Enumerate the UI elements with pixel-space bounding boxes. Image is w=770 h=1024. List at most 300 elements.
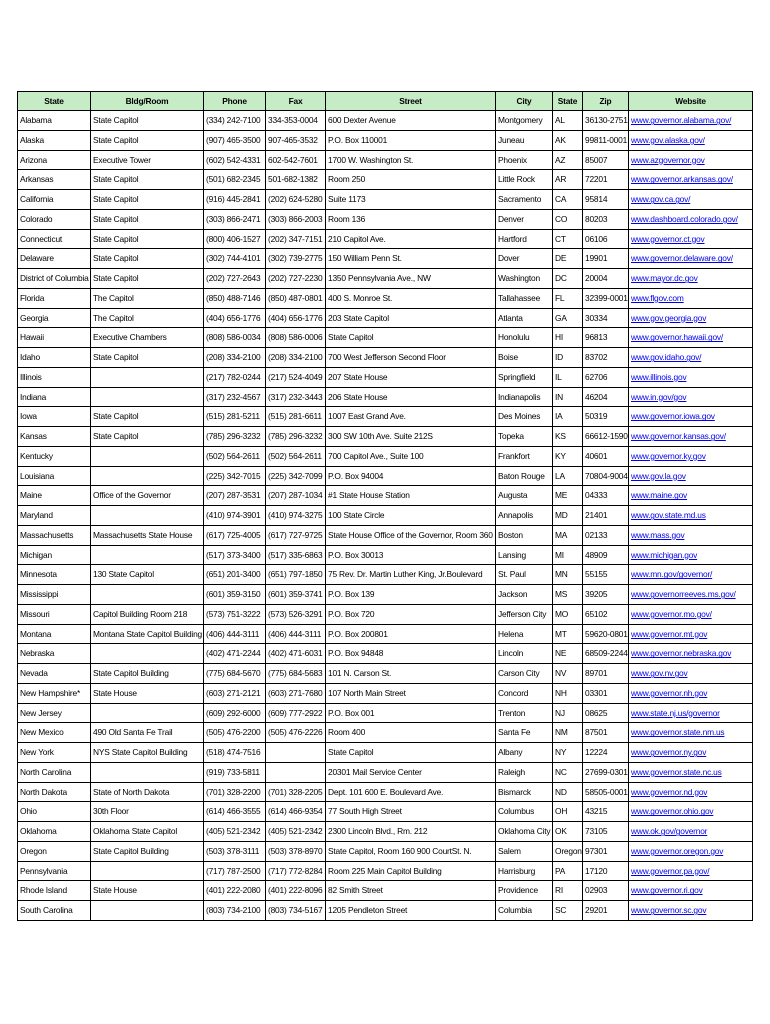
cell-bldg-room: State Capitol (91, 348, 204, 368)
cell-fax: (701) 328-2205 (266, 782, 326, 802)
cell-state-abbr: ID (553, 348, 583, 368)
cell-state-name: Pennsylvania (18, 861, 91, 881)
cell-phone: (907) 465-3500 (204, 130, 266, 150)
cell-website (629, 170, 753, 190)
table-row (18, 229, 753, 249)
cell-city: Harrisburg (496, 861, 553, 881)
cell-fax: (503) 378-8970 (266, 841, 326, 861)
cell-street: 1007 East Grand Ave. (326, 407, 496, 427)
website-link[interactable]: www.azgovernor.gov (631, 154, 705, 165)
table-row (18, 565, 753, 585)
cell-zip: 02903 (583, 881, 629, 901)
website-link[interactable]: www.governor.ri.gov (631, 885, 703, 896)
website-link[interactable]: www.maine.gov (631, 490, 688, 501)
cell-street: P.O. Box 110001 (326, 130, 496, 150)
cell-bldg-room (91, 861, 204, 881)
cell-phone: (401) 222-2080 (204, 881, 266, 901)
cell-street: State House Office of the Governor, Room 360 (326, 525, 496, 545)
cell-street: P.O. Box 001 (326, 703, 496, 723)
cell-city: Helena (496, 624, 553, 644)
cell-city: Indianapolis (496, 387, 553, 407)
cell-phone: (317) 232-4567 (204, 387, 266, 407)
website-link[interactable]: www.governor.sc.gov (631, 905, 707, 916)
cell-fax: (808) 586-0006 (266, 328, 326, 348)
table-row (18, 506, 753, 526)
cell-website (629, 901, 753, 921)
cell-city: Boise (496, 348, 553, 368)
cell-phone: (603) 271-2121 (204, 683, 266, 703)
cell-fax: (207) 287-1034 (266, 486, 326, 506)
website-link[interactable]: www.governor.state.nm.us (631, 727, 725, 738)
table-row (18, 762, 753, 782)
cell-phone: (785) 296-3232 (204, 427, 266, 447)
cell-city: Trenton (496, 703, 553, 723)
cell-website (629, 703, 753, 723)
cell-city: Jefferson City (496, 604, 553, 624)
cell-city: Frankfort (496, 446, 553, 466)
cell-state-name: South Carolina (18, 901, 91, 921)
table-row (18, 901, 753, 921)
website-link[interactable]: www.governor.hawaii.gov/ (631, 332, 724, 343)
cell-zip: 04333 (583, 486, 629, 506)
cell-fax: (303) 866-2003 (266, 209, 326, 229)
cell-zip: 40601 (583, 446, 629, 466)
cell-website (629, 683, 753, 703)
website-link[interactable]: www.governor.ky.gov (631, 450, 706, 461)
cell-phone: (701) 328-2200 (204, 782, 266, 802)
cell-bldg-room: NYS State Capitol Building (91, 743, 204, 763)
cell-fax: (410) 974-3275 (266, 506, 326, 526)
cell-city: Providence (496, 881, 553, 901)
website-link[interactable]: www.governor.iowa.gov (631, 411, 715, 422)
website-link[interactable]: www.governor.kansas.gov/ (631, 431, 726, 442)
cell-state-name: Missouri (18, 604, 91, 624)
header-city: City (496, 92, 553, 111)
website-link[interactable]: www.michigan.gov (631, 549, 698, 560)
cell-street: Room 136 (326, 209, 496, 229)
cell-phone: (404) 656-1776 (204, 308, 266, 328)
cell-fax: (603) 271-7680 (266, 683, 326, 703)
table-row (18, 841, 753, 861)
cell-state-name: Florida (18, 288, 91, 308)
cell-state-name: District of Columbia (18, 269, 91, 289)
cell-street: 206 State House (326, 387, 496, 407)
table-row (18, 348, 753, 368)
cell-website (629, 822, 753, 842)
website-link[interactable]: www.in.gov/gov (631, 391, 687, 402)
cell-state-abbr: MN (553, 565, 583, 585)
website-link[interactable]: www.gov.state.md.us (631, 510, 706, 521)
header-website: Website (629, 92, 753, 111)
cell-website (629, 427, 753, 447)
cell-bldg-room: Executive Tower (91, 150, 204, 170)
cell-state-name: Arizona (18, 150, 91, 170)
cell-street: 1205 Pendleton Street (326, 901, 496, 921)
cell-fax: (202) 347-7151 (266, 229, 326, 249)
cell-state-abbr: MA (553, 525, 583, 545)
header-bldg-room: Bldg/Room (91, 92, 204, 111)
cell-state-abbr: NV (553, 664, 583, 684)
cell-state-name: Michigan (18, 545, 91, 565)
cell-state-abbr: KS (553, 427, 583, 447)
cell-state-abbr: MO (553, 604, 583, 624)
cell-state-abbr: NM (553, 723, 583, 743)
cell-phone: (614) 466-3555 (204, 802, 266, 822)
cell-phone: (517) 373-3400 (204, 545, 266, 565)
cell-street: 2300 Lincoln Blvd., Rm. 212 (326, 822, 496, 842)
cell-website (629, 348, 753, 368)
cell-state-abbr: IN (553, 387, 583, 407)
cell-fax: (202) 727-2230 (266, 269, 326, 289)
cell-bldg-room: State Capitol (91, 111, 204, 131)
cell-bldg-room: State Capitol (91, 229, 204, 249)
cell-website (629, 723, 753, 743)
cell-city: Tallahassee (496, 288, 553, 308)
cell-phone: (850) 488-7146 (204, 288, 266, 308)
website-link[interactable]: www.governor.mo.gov/ (631, 608, 712, 619)
table-row (18, 782, 753, 802)
cell-state-name: Idaho (18, 348, 91, 368)
cell-city: Atlanta (496, 308, 553, 328)
website-link[interactable]: www.governor.mt.gov (631, 628, 708, 639)
cell-bldg-room: Office of the Governor (91, 486, 204, 506)
website-link[interactable]: www.gov.ca.gov/ (631, 194, 691, 205)
cell-phone: (602) 542-4331 (204, 150, 266, 170)
cell-website (629, 743, 753, 763)
cell-zip: 68509-2244 (583, 644, 629, 664)
cell-zip: 19901 (583, 249, 629, 269)
table-row (18, 466, 753, 486)
cell-website (629, 664, 753, 684)
cell-city: Dover (496, 249, 553, 269)
website-link[interactable]: www.governor.ohio.gov (631, 806, 714, 817)
cell-zip: 99811-0001 (583, 130, 629, 150)
table-row (18, 288, 753, 308)
cell-fax: 334-353-0004 (266, 111, 326, 131)
cell-city: Raleigh (496, 762, 553, 782)
cell-state-abbr: NH (553, 683, 583, 703)
cell-bldg-room: State House (91, 881, 204, 901)
cell-city: Juneau (496, 130, 553, 150)
website-link[interactable]: www.governorreeves.ms.gov/ (631, 589, 736, 600)
cell-state-abbr: AL (553, 111, 583, 131)
cell-phone: (405) 521-2342 (204, 822, 266, 842)
cell-phone: (617) 725-4005 (204, 525, 266, 545)
cell-fax: (317) 232-3443 (266, 387, 326, 407)
cell-website (629, 229, 753, 249)
cell-phone: (202) 727-2643 (204, 269, 266, 289)
cell-website (629, 269, 753, 289)
cell-street: 300 SW 10th Ave. Suite 212S (326, 427, 496, 447)
cell-city: Annapolis (496, 506, 553, 526)
cell-state-name: Alabama (18, 111, 91, 131)
cell-state-name: New Hampshire* (18, 683, 91, 703)
cell-fax: (803) 734-5167 (266, 901, 326, 921)
cell-phone: (502) 564-2611 (204, 446, 266, 466)
cell-bldg-room: State Capitol (91, 269, 204, 289)
cell-website (629, 604, 753, 624)
cell-phone: (503) 378-3111 (204, 841, 266, 861)
website-link[interactable]: www.mayor.dc.gov (631, 273, 698, 284)
cell-bldg-room: 490 Old Santa Fe Trail (91, 723, 204, 743)
cell-website (629, 288, 753, 308)
website-link[interactable]: www.governor.nebraska.gov (631, 648, 732, 659)
cell-zip: 17120 (583, 861, 629, 881)
cell-bldg-room (91, 367, 204, 387)
cell-state-abbr: NC (553, 762, 583, 782)
cell-website (629, 802, 753, 822)
cell-bldg-room (91, 762, 204, 782)
cell-zip: 87501 (583, 723, 629, 743)
table-row (18, 486, 753, 506)
cell-website (629, 841, 753, 861)
cell-city: Hartford (496, 229, 553, 249)
website-link[interactable]: www.state.nj.us/governor (631, 707, 720, 718)
table-row (18, 545, 753, 565)
table-row (18, 861, 753, 881)
cell-street: P.O. Box 720 (326, 604, 496, 624)
website-link[interactable]: www.dashboard.colorado.gov/ (631, 213, 738, 224)
cell-phone: (406) 444-3111 (204, 624, 266, 644)
table-row (18, 683, 753, 703)
cell-city: Jackson (496, 585, 553, 605)
cell-phone: (916) 445-2841 (204, 190, 266, 210)
website-link[interactable]: www.governor.state.nc.us (631, 766, 722, 777)
cell-state-name: Louisiana (18, 466, 91, 486)
cell-phone: (601) 359-3150 (204, 585, 266, 605)
table-row (18, 604, 753, 624)
cell-city: Washington (496, 269, 553, 289)
website-link[interactable]: www.governor.ny.gov (631, 747, 707, 758)
cell-zip: 20004 (583, 269, 629, 289)
cell-street: P.O. Box 200801 (326, 624, 496, 644)
cell-bldg-room (91, 506, 204, 526)
website-link[interactable]: www.governor.oregon.gov (631, 845, 724, 856)
cell-phone: (803) 734-2100 (204, 901, 266, 921)
website-link[interactable]: www.gov.la.gov (631, 470, 686, 481)
cell-bldg-room: Capitol Building Room 218 (91, 604, 204, 624)
cell-city: Columbia (496, 901, 553, 921)
cell-bldg-room (91, 387, 204, 407)
cell-bldg-room: Massachusetts State House (91, 525, 204, 545)
cell-state-abbr: CA (553, 190, 583, 210)
cell-phone: (775) 684-5670 (204, 664, 266, 684)
cell-city: Little Rock (496, 170, 553, 190)
cell-fax: (406) 444-3111 (266, 624, 326, 644)
table-row (18, 111, 753, 131)
cell-street: 82 Smith Street (326, 881, 496, 901)
cell-street: 77 South High Street (326, 802, 496, 822)
cell-zip: 58505-0001 (583, 782, 629, 802)
website-link[interactable]: www.mass.gov (631, 529, 685, 540)
cell-zip: 27699-0301 (583, 762, 629, 782)
table-row (18, 446, 753, 466)
cell-state-abbr: NY (553, 743, 583, 763)
cell-state-abbr: IL (553, 367, 583, 387)
website-link[interactable]: www.gov.nv.gov (631, 668, 688, 679)
website-link[interactable]: www.mn.gov/governor/ (631, 569, 713, 580)
website-link[interactable]: www.gov.idaho.gov/ (631, 352, 702, 363)
cell-street: 75 Rev. Dr. Martin Luther King, Jr.Boulevard (326, 565, 496, 585)
cell-city: Bismarck (496, 782, 553, 802)
cell-state-name: Illinois (18, 367, 91, 387)
cell-website (629, 486, 753, 506)
cell-city: Topeka (496, 427, 553, 447)
cell-fax: (217) 524-4049 (266, 367, 326, 387)
header-row (18, 92, 753, 111)
cell-zip: 48909 (583, 545, 629, 565)
cell-zip: 39205 (583, 585, 629, 605)
cell-state-abbr: HI (553, 328, 583, 348)
cell-website (629, 190, 753, 210)
website-link[interactable]: www.gov.alaska.gov/ (631, 134, 705, 145)
cell-city: Honolulu (496, 328, 553, 348)
cell-city: Carson City (496, 664, 553, 684)
cell-street: 1700 W. Washington St. (326, 150, 496, 170)
cell-fax (266, 743, 326, 763)
governors-contact-table (17, 91, 753, 921)
cell-website (629, 762, 753, 782)
cell-fax: (617) 727-9725 (266, 525, 326, 545)
cell-fax: (609) 777-2922 (266, 703, 326, 723)
cell-website (629, 150, 753, 170)
cell-zip: 55155 (583, 565, 629, 585)
cell-state-name: Iowa (18, 407, 91, 427)
cell-city: Columbus (496, 802, 553, 822)
website-link[interactable]: www.gov.georgia.gov (631, 312, 707, 323)
website-link[interactable]: www.illinois.gov (631, 371, 687, 382)
cell-zip: 06106 (583, 229, 629, 249)
cell-state-abbr: CO (553, 209, 583, 229)
cell-state-name: Massachusetts (18, 525, 91, 545)
cell-state-name: Georgia (18, 308, 91, 328)
website-link[interactable]: www.governor.ct.gov (631, 233, 705, 244)
cell-city: Augusta (496, 486, 553, 506)
cell-fax: (850) 487-0801 (266, 288, 326, 308)
cell-website (629, 624, 753, 644)
cell-street: 101 N. Carson St. (326, 664, 496, 684)
website-link[interactable]: www.governor.arkansas.gov/ (631, 174, 733, 185)
table-row (18, 525, 753, 545)
cell-state-name: California (18, 190, 91, 210)
cell-zip: 89701 (583, 664, 629, 684)
table-row (18, 328, 753, 348)
cell-city: Albany (496, 743, 553, 763)
cell-phone: (717) 787-2500 (204, 861, 266, 881)
header-street: Street (326, 92, 496, 111)
cell-bldg-room (91, 901, 204, 921)
table-row (18, 150, 753, 170)
table-row (18, 624, 753, 644)
cell-city: Baton Rouge (496, 466, 553, 486)
cell-state-abbr: ND (553, 782, 583, 802)
cell-bldg-room: State Capitol Building (91, 841, 204, 861)
website-link[interactable]: www.governor.delaware.gov/ (631, 253, 733, 264)
website-link[interactable]: www.governor.alabama.gov/ (631, 115, 732, 126)
cell-phone: (609) 292-6000 (204, 703, 266, 723)
cell-state-name: New York (18, 743, 91, 763)
website-link[interactable]: www.ok.gov/governor (631, 826, 708, 837)
cell-bldg-room (91, 545, 204, 565)
cell-zip: 80203 (583, 209, 629, 229)
cell-state-name: Nevada (18, 664, 91, 684)
cell-fax: (405) 521-2342 (266, 822, 326, 842)
cell-phone: (505) 476-2200 (204, 723, 266, 743)
cell-website (629, 585, 753, 605)
cell-fax: (573) 526-3291 (266, 604, 326, 624)
cell-street: P.O. Box 30013 (326, 545, 496, 565)
cell-city: Lansing (496, 545, 553, 565)
cell-state-abbr: GA (553, 308, 583, 328)
cell-bldg-room: State House (91, 683, 204, 703)
cell-website (629, 407, 753, 427)
cell-fax: (785) 296-3232 (266, 427, 326, 447)
cell-street: 20301 Mail Service Center (326, 762, 496, 782)
cell-street: State Capitol, Room 160 900 CourtSt. N. (326, 841, 496, 861)
table-row (18, 644, 753, 664)
cell-street: 1350 Pennsylvania Ave., NW (326, 269, 496, 289)
cell-state-abbr: MS (553, 585, 583, 605)
cell-state-name: Delaware (18, 249, 91, 269)
cell-zip: 85007 (583, 150, 629, 170)
cell-fax: (404) 656-1776 (266, 308, 326, 328)
cell-bldg-room: State Capitol (91, 170, 204, 190)
table-row (18, 387, 753, 407)
cell-state-abbr: AZ (553, 150, 583, 170)
cell-phone: (334) 242-7100 (204, 111, 266, 131)
cell-website (629, 111, 753, 131)
cell-state-name: Colorado (18, 209, 91, 229)
cell-street: Room 400 (326, 723, 496, 743)
cell-zip: 29201 (583, 901, 629, 921)
cell-city: Sacramento (496, 190, 553, 210)
cell-website (629, 525, 753, 545)
website-link[interactable]: www.governor.nd.gov (631, 786, 708, 797)
cell-state-abbr: OH (553, 802, 583, 822)
cell-state-name: New Mexico (18, 723, 91, 743)
cell-state-name: Minnesota (18, 565, 91, 585)
table-row (18, 664, 753, 684)
cell-phone: (518) 474-7516 (204, 743, 266, 763)
cell-website (629, 367, 753, 387)
cell-state-name: Mississippi (18, 585, 91, 605)
cell-state-abbr: PA (553, 861, 583, 881)
cell-street: Dept. 101 600 E. Boulevard Ave. (326, 782, 496, 802)
cell-website (629, 328, 753, 348)
cell-bldg-room (91, 585, 204, 605)
cell-fax: (601) 359-3741 (266, 585, 326, 605)
website-link[interactable]: www.governor.pa.gov/ (631, 865, 710, 876)
cell-zip: 59620-0801 (583, 624, 629, 644)
cell-zip: 36130-2751 (583, 111, 629, 131)
cell-state-abbr: DE (553, 249, 583, 269)
website-link[interactable]: www.governor.nh.gov (631, 687, 708, 698)
website-link[interactable]: www.flgov.com (631, 292, 684, 303)
table-row (18, 269, 753, 289)
cell-bldg-room: State Capitol Building (91, 664, 204, 684)
cell-bldg-room: The Capitol (91, 308, 204, 328)
cell-fax: (717) 772-8284 (266, 861, 326, 881)
cell-zip: 96813 (583, 328, 629, 348)
cell-city: Lincoln (496, 644, 553, 664)
cell-bldg-room (91, 703, 204, 723)
cell-bldg-room (91, 446, 204, 466)
cell-zip: 21401 (583, 506, 629, 526)
cell-state-abbr: DC (553, 269, 583, 289)
cell-street: 107 North Main Street (326, 683, 496, 703)
cell-street: 600 Dexter Avenue (326, 111, 496, 131)
cell-state-name: Indiana (18, 387, 91, 407)
